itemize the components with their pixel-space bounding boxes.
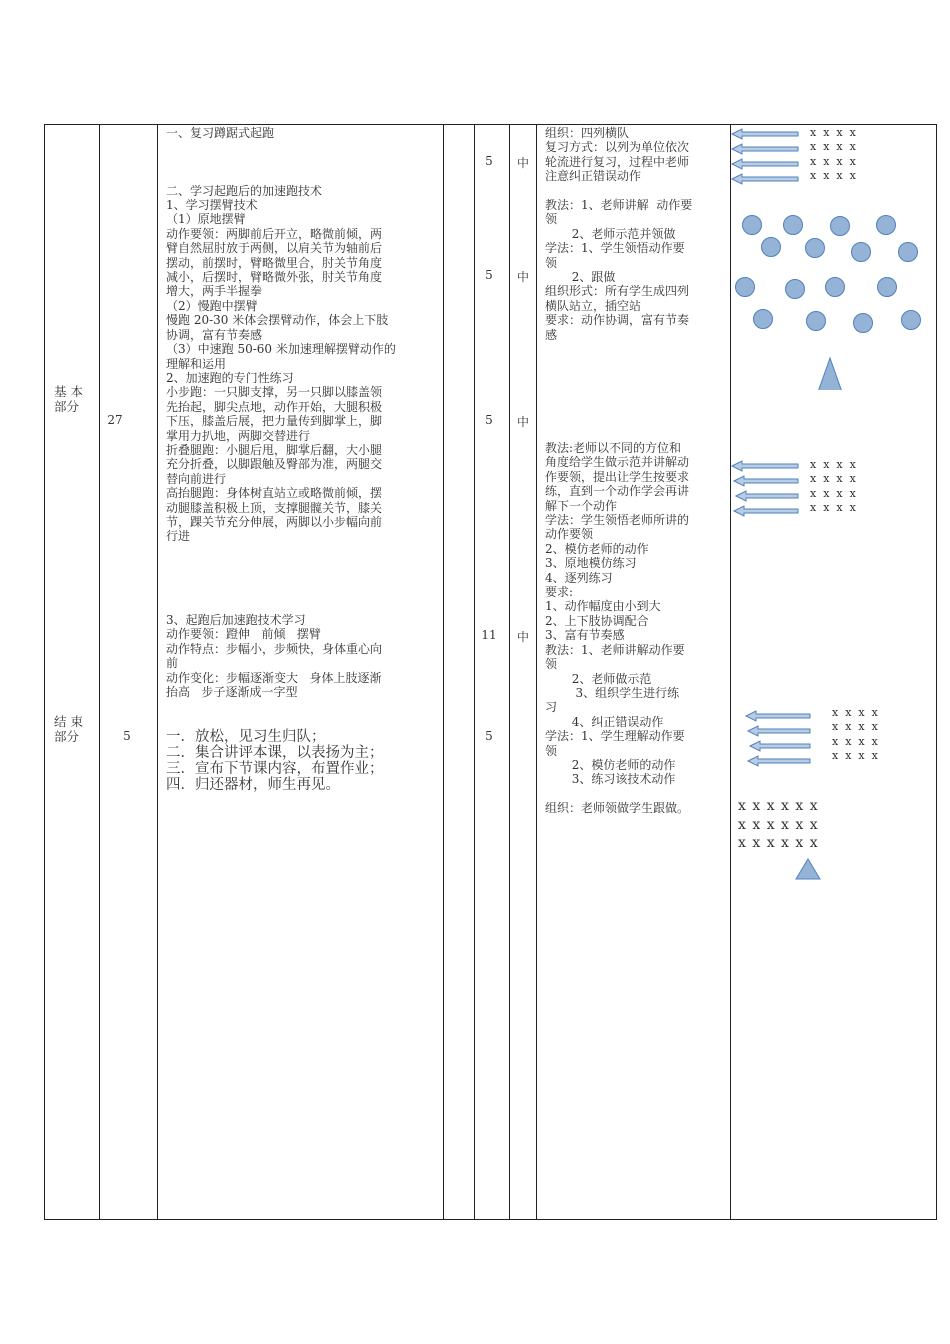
content-line: 充分折叠，以脚跟触及臀部为准，两腿交 xyxy=(166,457,383,472)
content-line: 行进 xyxy=(166,529,191,544)
method-line: 轮流进行复习，过程中老师 xyxy=(545,154,690,169)
methods-block-1 xyxy=(545,126,692,342)
arrow-left-icon xyxy=(750,741,810,751)
student-circle xyxy=(852,243,871,262)
col-divider xyxy=(99,125,100,1219)
formation-x-grid-2 xyxy=(810,458,856,516)
content-line: 二、学习起跑后的加速跑技术 xyxy=(166,183,323,198)
method-line: 领 xyxy=(545,212,558,227)
content-line: 节，踝关节充分伸展，两脚以小步幅向前 xyxy=(166,514,383,529)
content-end xyxy=(166,729,384,793)
student-x-row: x x x x xyxy=(810,472,856,486)
formation-x-grid-1 xyxy=(810,126,856,184)
method-line: 解下一个动作 xyxy=(545,498,618,513)
method-line: 领 xyxy=(545,255,558,270)
content-line: 高抬腿跑：身体树直站立或略微前倾，摆 xyxy=(166,486,383,501)
method-line: 组织形式：所有学生成四列 xyxy=(545,284,690,299)
intensity-1: 中 xyxy=(516,156,529,170)
method-line: 教法:老师以不同的方位和 xyxy=(545,441,682,455)
formation-arrows-3 xyxy=(742,710,822,770)
section-basic-label: 基 本 部分 xyxy=(54,384,83,414)
method-line: 4、逐列练习 xyxy=(545,570,613,585)
col-divider xyxy=(443,125,444,1219)
teacher-triangle-icon xyxy=(795,857,825,883)
content-line: 1、学习摆臂技术 xyxy=(166,198,258,213)
method-line: 角度给学生做示范并讲解动 xyxy=(545,455,690,470)
student-circle xyxy=(743,216,762,235)
method-line: 1、动作幅度由小到大 xyxy=(545,599,661,614)
arrow-left-icon xyxy=(734,506,798,516)
method-line: 2、上下肢协调配合 xyxy=(545,613,649,628)
formation-arrows-1 xyxy=(730,128,810,188)
arrow-left-icon xyxy=(748,756,810,766)
student-x-row: x x x x xyxy=(810,140,856,154)
content-line: 前 xyxy=(166,656,179,671)
method-line: 3、富有节奏感 xyxy=(545,628,625,643)
method-line: 感 xyxy=(545,327,558,342)
student-x-row: x x x x x x xyxy=(738,798,819,814)
student-x-row: x x x x xyxy=(810,458,856,471)
content-line: 协调，富有节奏感 xyxy=(166,327,263,342)
method-line: 横队站立，插空站 xyxy=(545,298,642,313)
method-line: 组织：四列横队 xyxy=(545,126,630,140)
student-x-row: x x x x xyxy=(832,720,878,734)
student-circle xyxy=(754,310,773,329)
content-basic xyxy=(166,126,396,544)
student-circle xyxy=(878,278,897,297)
time-4: 11 xyxy=(481,628,497,642)
method-line: 学法：学生领悟老师所讲的 xyxy=(545,513,690,528)
content-line: （3）中速跑 50-60 米加速理解摆臂动作的 xyxy=(166,342,396,357)
content-line: 动作变化：步幅逐渐变大 身体上肢逐渐 xyxy=(166,670,382,685)
student-circle xyxy=(784,216,803,235)
content-line: 慢跑 20-30 米体会摆臂动作，体会上下肢 xyxy=(166,313,389,328)
student-circle xyxy=(899,243,918,262)
intensity-4: 中 xyxy=(516,630,529,644)
formation-arrows-2 xyxy=(730,460,810,520)
method-line: 习 xyxy=(545,700,558,715)
content-line: 一．放松，见习生归队； xyxy=(166,729,326,745)
method-line: 要求: xyxy=(545,585,574,600)
content-line: 动腿膝盖积极上顶，支撑腿髋关节，膝关 xyxy=(166,500,383,515)
content-line: 2、加速跑的专门性练习 xyxy=(166,370,294,385)
method-line: 复习方式：以列为单位依次 xyxy=(545,140,690,155)
student-circle xyxy=(736,278,755,297)
content-line: 折叠腿跑：小腿后甩，脚掌后翻，大小腿 xyxy=(166,442,383,457)
content-line xyxy=(166,169,396,183)
method-line: 教法：1、老师讲解动作要 xyxy=(545,642,685,657)
arrow-left-icon xyxy=(732,159,798,169)
method-line: 学法：1、学生领悟动作要 xyxy=(545,241,685,256)
content-line: 抬高 步子逐渐成一字型 xyxy=(166,685,298,700)
content-line: 臂自然屈肘放于两侧，以肩关节为轴前后 xyxy=(166,241,383,256)
content-line: 四．归还器材，师生再见。 xyxy=(166,777,340,793)
arrow-left-icon xyxy=(734,476,798,486)
time-5: 5 xyxy=(485,729,493,743)
arrow-left-icon xyxy=(736,491,798,501)
student-x-row: x x x x xyxy=(810,154,856,168)
arrow-left-icon xyxy=(732,174,798,184)
method-line: 2、模仿老师的动作 xyxy=(545,757,676,772)
col-divider xyxy=(509,125,510,1219)
content-line: 动作要领：蹬伸 前倾 摆臂 xyxy=(166,627,321,642)
method-line: 教法：1、老师讲解 动作要 xyxy=(545,198,693,213)
col-divider xyxy=(536,125,537,1219)
content-line: （1）原地摆臂 xyxy=(166,212,246,227)
method-line: 注意纠正错误动作 xyxy=(545,169,642,184)
method-line: 动作要领 xyxy=(545,527,594,542)
content-line: 小步跑：一只脚支撑，另一只脚以膝盖领 xyxy=(166,385,383,400)
content-line: 掌用力扒地，两脚交替进行 xyxy=(166,428,311,443)
student-circle xyxy=(762,238,781,257)
content-line: 摆动，前摆时，臂略微里合，肘关节角度 xyxy=(166,255,383,270)
col-divider xyxy=(474,125,475,1219)
student-x-row: x x x x xyxy=(832,734,878,748)
content-accel xyxy=(166,613,382,699)
student-circle xyxy=(806,239,825,258)
intensity-2: 中 xyxy=(516,270,529,284)
method-line: 学法：1、学生理解动作要 xyxy=(545,729,685,744)
section-basic-time: 27 xyxy=(107,413,123,427)
method-line: 要求：动作协调，富有节奏 xyxy=(545,313,690,328)
content-line xyxy=(166,155,396,169)
content-line: 减小，后摆时，臂略微外张，肘关节角度 xyxy=(166,270,383,285)
section-end-label: 结 束 部分 xyxy=(54,714,83,744)
student-circle xyxy=(877,216,896,235)
content-line: 动作要领：两脚前后开立，略微前倾，两 xyxy=(166,226,383,241)
content-line xyxy=(166,140,396,154)
student-circle xyxy=(826,278,845,297)
content-line: 3、起跑后加速跑技术学习 xyxy=(166,613,306,627)
student-circle xyxy=(854,314,873,333)
content-line: 二．集合讲评本课，以表扬为主； xyxy=(166,745,384,761)
method-line: 2、模仿老师的动作 xyxy=(545,541,649,556)
method-line: 领 xyxy=(545,743,558,758)
arrow-left-icon xyxy=(732,461,798,471)
formation-x-grid-4 xyxy=(738,797,819,853)
student-x-row: x x x x xyxy=(810,169,856,183)
content-line: 理解和运用 xyxy=(166,356,227,371)
student-circle xyxy=(902,311,921,330)
time-1: 5 xyxy=(485,154,493,168)
content-line: 三．宣布下节课内容，布置作业； xyxy=(166,761,384,777)
student-circle xyxy=(831,217,850,236)
method-line: 3、原地模仿练习 xyxy=(545,556,637,571)
student-x-row: x x x x xyxy=(810,486,856,500)
arrow-left-icon xyxy=(732,129,798,139)
method-line: 3、组织学生进行练 xyxy=(545,685,680,700)
method-line xyxy=(545,184,692,198)
content-line: （2）慢跑中摆臂 xyxy=(166,298,258,313)
student-x-row: x x x x x x xyxy=(738,835,819,851)
method-line: 组织：老师领做学生跟做。 xyxy=(545,801,690,816)
method-line: 练，直到一个动作学会再讲 xyxy=(545,484,690,499)
intensity-3: 中 xyxy=(516,415,529,429)
student-circle xyxy=(786,280,805,299)
method-line: 2、老师做示范 xyxy=(545,671,652,686)
teacher-triangle-icon xyxy=(818,358,842,390)
student-x-row: x x x x xyxy=(832,749,878,763)
arrow-left-icon xyxy=(746,711,810,721)
arrow-left-icon xyxy=(748,726,810,736)
student-x-row: x x x x xyxy=(810,501,856,515)
time-2: 5 xyxy=(485,268,493,282)
section-end-time: 5 xyxy=(123,729,131,743)
student-x-row: x x x x x x xyxy=(738,816,819,833)
arrow-left-icon xyxy=(732,144,798,154)
method-line: 2、老师示范并领做 xyxy=(545,226,676,241)
method-line xyxy=(545,787,689,801)
method-line: 3、练习该技术动作 xyxy=(545,772,676,787)
student-x-row: x x x x xyxy=(810,126,856,139)
student-circle xyxy=(807,312,826,331)
col-divider xyxy=(157,125,158,1219)
content-line: 一、复习蹲踞式起跑 xyxy=(166,126,275,140)
content-line: 动作特点：步幅小，步频快，身体重心向 xyxy=(166,641,383,656)
methods-block-2 xyxy=(545,441,689,816)
content-line: 替向前进行 xyxy=(166,471,227,486)
formation-x-grid-3 xyxy=(832,706,878,764)
formation-circles xyxy=(730,210,930,390)
content-line: 先抬起，脚尖点地，动作开始，大腿积极 xyxy=(166,399,383,414)
method-line: 2、跟做 xyxy=(545,270,616,285)
method-line: 作要领，提出让学生按要求 xyxy=(545,469,690,484)
time-3: 5 xyxy=(485,413,493,427)
content-line: 下压，膝盖后展，把力量传到脚掌上，脚 xyxy=(166,414,383,429)
student-x-row: x x x x xyxy=(832,706,878,719)
content-line: 增大，两手半握拳 xyxy=(166,284,263,299)
method-line: 4、纠正错误动作 xyxy=(545,714,664,729)
method-line: 领 xyxy=(545,657,558,672)
